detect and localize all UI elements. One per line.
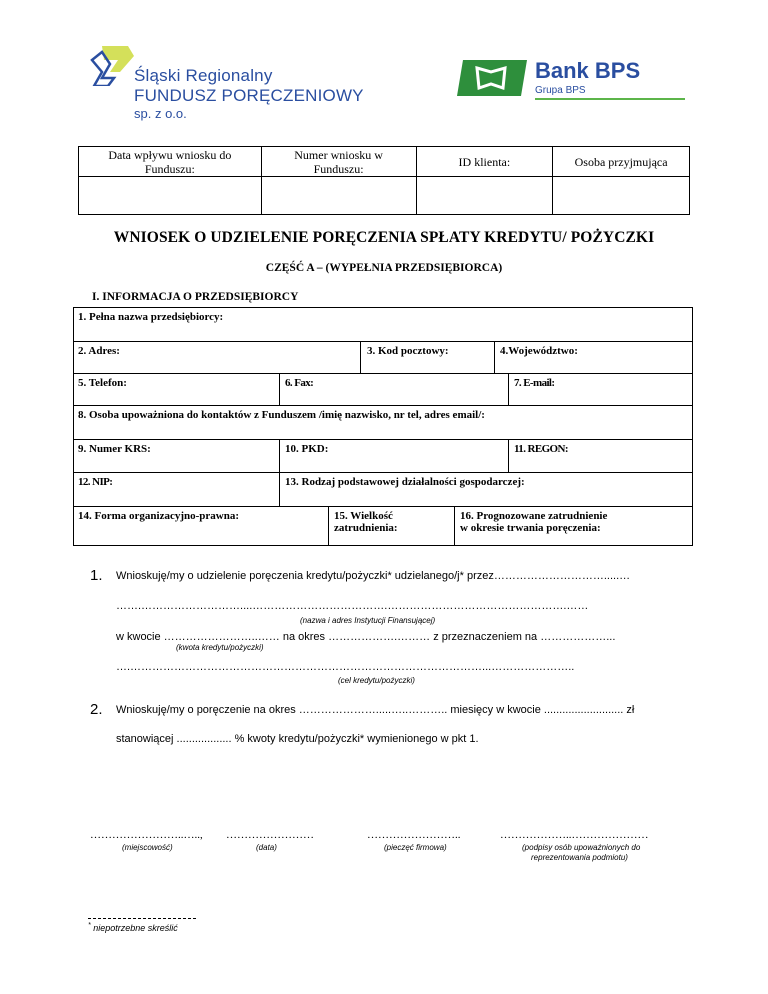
place-label: (miejscowość) bbox=[122, 843, 173, 852]
para1-line1[interactable]: Wnioskuję/my o udzielenie poręczenia kredytu/pożyczki* udzielanego/j* przez………………………….....… bbox=[116, 570, 631, 582]
form-row-2 bbox=[74, 342, 692, 374]
signature-label-line2: reprezentowania podmiotu) bbox=[531, 853, 628, 862]
fund-logo bbox=[88, 42, 364, 122]
registration-table bbox=[78, 146, 690, 215]
client-id-field[interactable] bbox=[416, 177, 553, 215]
form-row-6 bbox=[74, 473, 692, 507]
receiving-person-field[interactable] bbox=[553, 177, 690, 215]
fax-field[interactable]: 6. Fax: bbox=[285, 377, 314, 389]
para1-number: 1. bbox=[90, 567, 103, 584]
application-number-field[interactable] bbox=[261, 177, 416, 215]
voivodeship-field[interactable]: 4.Województwo: bbox=[500, 345, 578, 357]
para1-line4[interactable]: ….……………………………………………………………………………………...………………….. bbox=[116, 661, 575, 673]
part-a-subtitle: CZĘŚĆ A – (WYPEŁNIA PRZEDSIĘBIORCA) bbox=[265, 262, 503, 274]
date-label: (data) bbox=[256, 843, 277, 852]
para2-line1[interactable]: Wnioskuję/my o poręczenie na okres ………………….....…..……….. miesięcy w kwocie .......................... zł bbox=[116, 704, 635, 716]
stamp-dots[interactable]: …………………….. bbox=[367, 829, 461, 841]
para1-line2[interactable]: …….………………………....……………………………….………………………………………….…… bbox=[116, 600, 589, 612]
form-row-7 bbox=[74, 507, 692, 546]
para2-line2[interactable]: stanowiącej .................. % kwoty kredytu/pożyczki* wymienionego w pkt 1. bbox=[116, 733, 479, 745]
bank-logo bbox=[455, 58, 695, 104]
forecast-employment-field[interactable]: 16. Prognozowane zatrudnienie w okresie trwania poręczenia: bbox=[460, 510, 608, 534]
header-receiving-person: Osoba przyjmująca bbox=[553, 147, 690, 177]
fund-name-line2: FUNDUSZ PORĘCZENIOWY bbox=[134, 86, 364, 105]
section-heading: I. INFORMACJA O PRZEDSIĘBIORCY bbox=[92, 291, 299, 303]
footnote-rule bbox=[88, 918, 196, 919]
bank-logo-icon bbox=[455, 58, 529, 98]
place-dots[interactable]: ……………………..….., bbox=[90, 829, 203, 841]
email-field[interactable]: 7. E-mail: bbox=[514, 377, 555, 389]
footnote: * niepotrzebne skreślić bbox=[88, 922, 178, 933]
header-application-number: Numer wniosku w Funduszu: bbox=[261, 147, 416, 177]
signature-label-line1: (podpisy osób upoważnionych do bbox=[522, 843, 641, 852]
form-row-4 bbox=[74, 406, 692, 440]
bank-logo-underline bbox=[535, 98, 685, 100]
phone-field[interactable]: 5. Telefon: bbox=[78, 377, 127, 389]
krs-field[interactable]: 9. Numer KRS: bbox=[78, 443, 151, 455]
form-row-5 bbox=[74, 440, 692, 473]
para1-note-purpose: (cel kredytu/pożyczki) bbox=[338, 676, 415, 685]
pkd-field[interactable]: 10. PKD: bbox=[285, 443, 329, 455]
document-title: WNIOSEK O UDZIELENIE PORĘCZENIA SPŁATY KREDYTU/ POŻYCZKI bbox=[113, 229, 655, 246]
bank-group: Grupa BPS bbox=[535, 85, 586, 96]
para2-number: 2. bbox=[90, 701, 103, 718]
fund-name-line1: Śląski Regionalny bbox=[134, 66, 273, 85]
postal-code-field[interactable]: 3. Kod pocztowy: bbox=[367, 345, 449, 357]
form-row-1 bbox=[74, 308, 692, 342]
entrepreneur-info-form bbox=[73, 307, 693, 546]
legal-form-field[interactable]: 14. Forma organizacyjno-prawna: bbox=[78, 510, 240, 522]
para1-line3[interactable]: w kwocie ……………………..…… na okres ……………….……… z przeznaczeniem na ………………... bbox=[116, 631, 616, 643]
para1-note-amount: (kwota kredytu/pożyczki) bbox=[176, 643, 264, 652]
stamp-label: (pieczęć firmowa) bbox=[384, 843, 447, 852]
address-field[interactable]: 2. Adres: bbox=[78, 345, 120, 357]
para1-note-institution: (nazwa i adres Instytucji Finansującej) bbox=[300, 616, 436, 625]
regon-field[interactable]: 11. REGON: bbox=[514, 443, 568, 455]
bank-name: Bank BPS bbox=[535, 58, 641, 83]
nip-field[interactable]: 12. NIP: bbox=[78, 476, 113, 488]
full-name-field[interactable]: 1. Pełna nazwa przedsiębiorcy: bbox=[78, 311, 224, 323]
fund-logo-icon bbox=[88, 42, 138, 86]
receipt-date-field[interactable] bbox=[79, 177, 262, 215]
header-client-id: ID klienta: bbox=[416, 147, 553, 177]
date-dots[interactable]: …………………… bbox=[226, 829, 314, 841]
form-row-3 bbox=[74, 374, 692, 406]
business-activity-field[interactable]: 13. Rodzaj podstawowej działalności gospodarczej: bbox=[285, 476, 525, 488]
employment-size-field[interactable]: 15. Wielkość zatrudnienia: bbox=[334, 510, 398, 534]
contact-person-field[interactable]: 8. Osoba upoważniona do kontaktów z Funduszem /imię nazwisko, nr tel, adres email/: bbox=[78, 409, 485, 421]
signature-dots[interactable]: ………………..………………… bbox=[500, 829, 649, 841]
header-receipt-date: Data wpływu wniosku do Funduszu: bbox=[79, 147, 262, 177]
fund-name-line3: sp. z o.o. bbox=[134, 106, 187, 121]
